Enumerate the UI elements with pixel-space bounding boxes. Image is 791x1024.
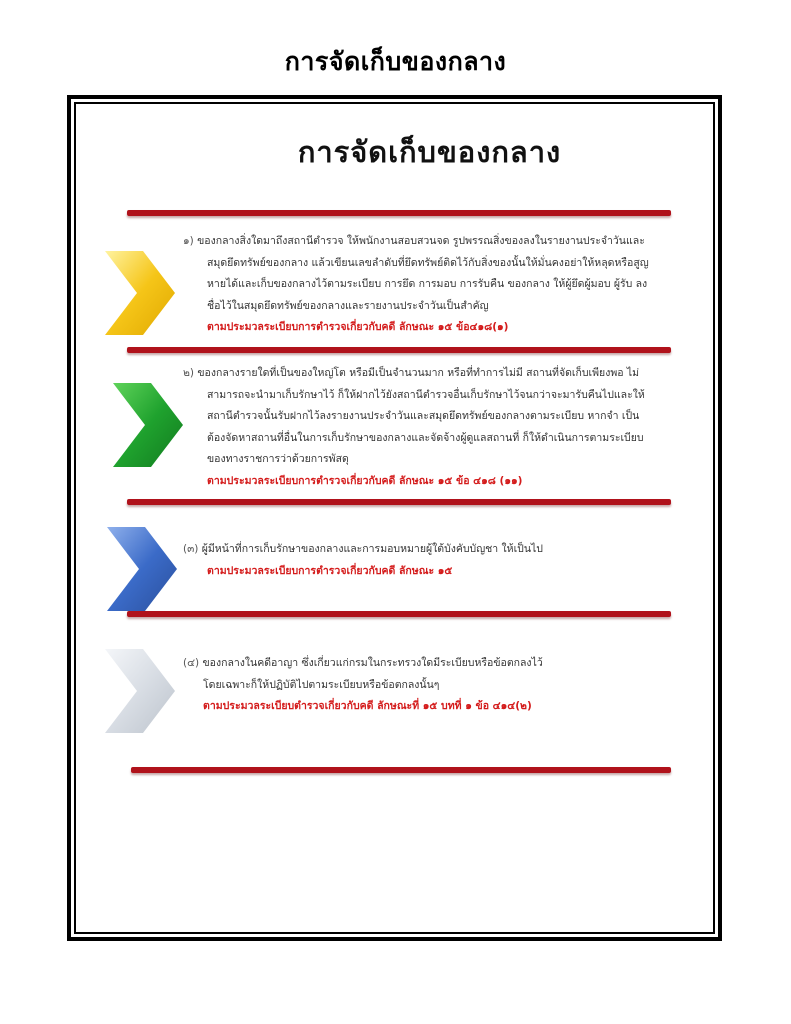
- item-line: [183, 363, 645, 385]
- item-number: ๒): [183, 367, 195, 379]
- item-line: ต้องจัดหาสถานที่อื่นในการเก็บรักษาของกลางและจัดจ้างผู้ดูแลสถานที่ ก็ให้ดำเนินการตามระเบียบ: [207, 431, 644, 444]
- item-line: โดยเฉพาะก็ให้ปฏิบัติไปตามระเบียบหรือข้อตกลงนั้นๆ: [203, 678, 440, 691]
- divider-bar-top: [127, 210, 671, 216]
- item-number: (๔): [183, 657, 200, 669]
- poster-frame-inner-border: [74, 102, 715, 934]
- item-number: ๑): [183, 235, 194, 247]
- item-text: ของกลางรายใดที่เป็นของใหญ่โต หรือมีเป็นจำนวนมาก หรือที่ทำการไม่มี สถานที่จัดเก็บเพียงพอ ไม่: [197, 367, 640, 379]
- chevron-arrow-icon-grey: [103, 647, 177, 735]
- chevron-arrow-icon-blue: [105, 525, 179, 613]
- item-reference: ตามประมวลระเบียบการตำรวจเกี่ยวกับคดี ลักษณะ ๑๕ ข้อ๔๑๘(๑): [207, 321, 509, 333]
- item-number: (๓): [183, 543, 199, 555]
- item-line: [183, 653, 543, 675]
- divider-bar-1: [127, 347, 671, 353]
- storage-rule-item-3: [183, 539, 543, 582]
- item-line: ของทางราชการว่าด้วยการพัสดุ: [207, 453, 349, 465]
- chevron-arrow-icon-yellow: [103, 249, 177, 337]
- chevron-shape: [107, 527, 177, 611]
- divider-bar-3: [127, 611, 671, 617]
- item-line: [183, 231, 649, 253]
- item-reference: ตามประมวลระเบียบการตำรวจเกี่ยวกับคดี ลักษณะ ๑๕: [207, 564, 453, 577]
- item-reference: ตามประมวลระเบียบการตำรวจเกี่ยวกับคดี ลักษณะ ๑๕ ข้อ ๔๑๘ (๑๑): [207, 474, 523, 487]
- chevron-shape: [113, 383, 183, 467]
- storage-rule-item-4: [183, 653, 543, 718]
- divider-bar-2: [127, 499, 671, 505]
- item-line: สามารถจะนำมาเก็บรักษาไว้ ก็ให้ฝากไว้ยังสถานีตำรวจอื่นเก็บรักษาไว้จนกว่าจะมารับคืนไปและให้: [207, 388, 645, 401]
- chevron-shape: [105, 251, 175, 335]
- item-line: [183, 539, 543, 561]
- storage-rule-item-1: [183, 231, 649, 339]
- item-line: สมุดยึดทรัพย์ของกลาง แล้วเขียนเลขลำดับที่ยึดทรัพย์ติดไว้กับสิ่งของนั้นให้มั่นคงอย่าให้หลุดหรือสูญ: [207, 256, 649, 269]
- poster-heading: การจัดเก็บของกลาง: [297, 135, 562, 169]
- item-line: หายได้และเก็บของกลางไว้ตามระเบียบ การยึด การมอบ การรับคืน ของกลาง ให้ผู้ยึดผู้มอบ ผู้รับ ลง: [207, 278, 648, 290]
- item-reference: ตามประมวลระเบียบตำรวจเกี่ยวกับคดี ลักษณะที่ ๑๕ บทที่ ๑ ข้อ ๔๑๔(๒): [203, 700, 532, 712]
- chevron-shape: [105, 649, 175, 733]
- page-title: การจัดเก็บของกลาง: [284, 47, 507, 76]
- chevron-arrow-icon-green: [111, 381, 185, 469]
- poster-frame: [67, 95, 722, 941]
- item-text: ของกลางในคดีอาญา ซึ่งเกี่ยวแก่กรมในกระทรวงใดมีระเบียบหรือข้อตกลงไว้: [202, 657, 543, 669]
- storage-rule-item-2: [183, 363, 645, 492]
- item-text: ของกลางสิ่งใดมาถึงสถานีตำรวจ ให้พนักงานสอบสวนจด รูปพรรณสิ่งของลงในรายงานประจำวันและ: [197, 235, 645, 247]
- item-line: ชื่อไว้ในสมุดยึดทรัพย์ของกลางและรายงานประจำวันเป็นสำคัญ: [207, 299, 489, 312]
- divider-bar-bottom: [131, 767, 671, 773]
- item-line: สถานีตำรวจนั้นรับฝากไว้ลงรายงานประจำวันและสมุดยึดทรัพย์ของกลางตามระเบียบ หากจำ เป็น: [207, 410, 640, 422]
- item-text: ผู้มีหน้าที่การเก็บรักษาของกลางและการมอบหมายผู้ใต้บังคับบัญชา ให้เป็นไป: [201, 543, 543, 555]
